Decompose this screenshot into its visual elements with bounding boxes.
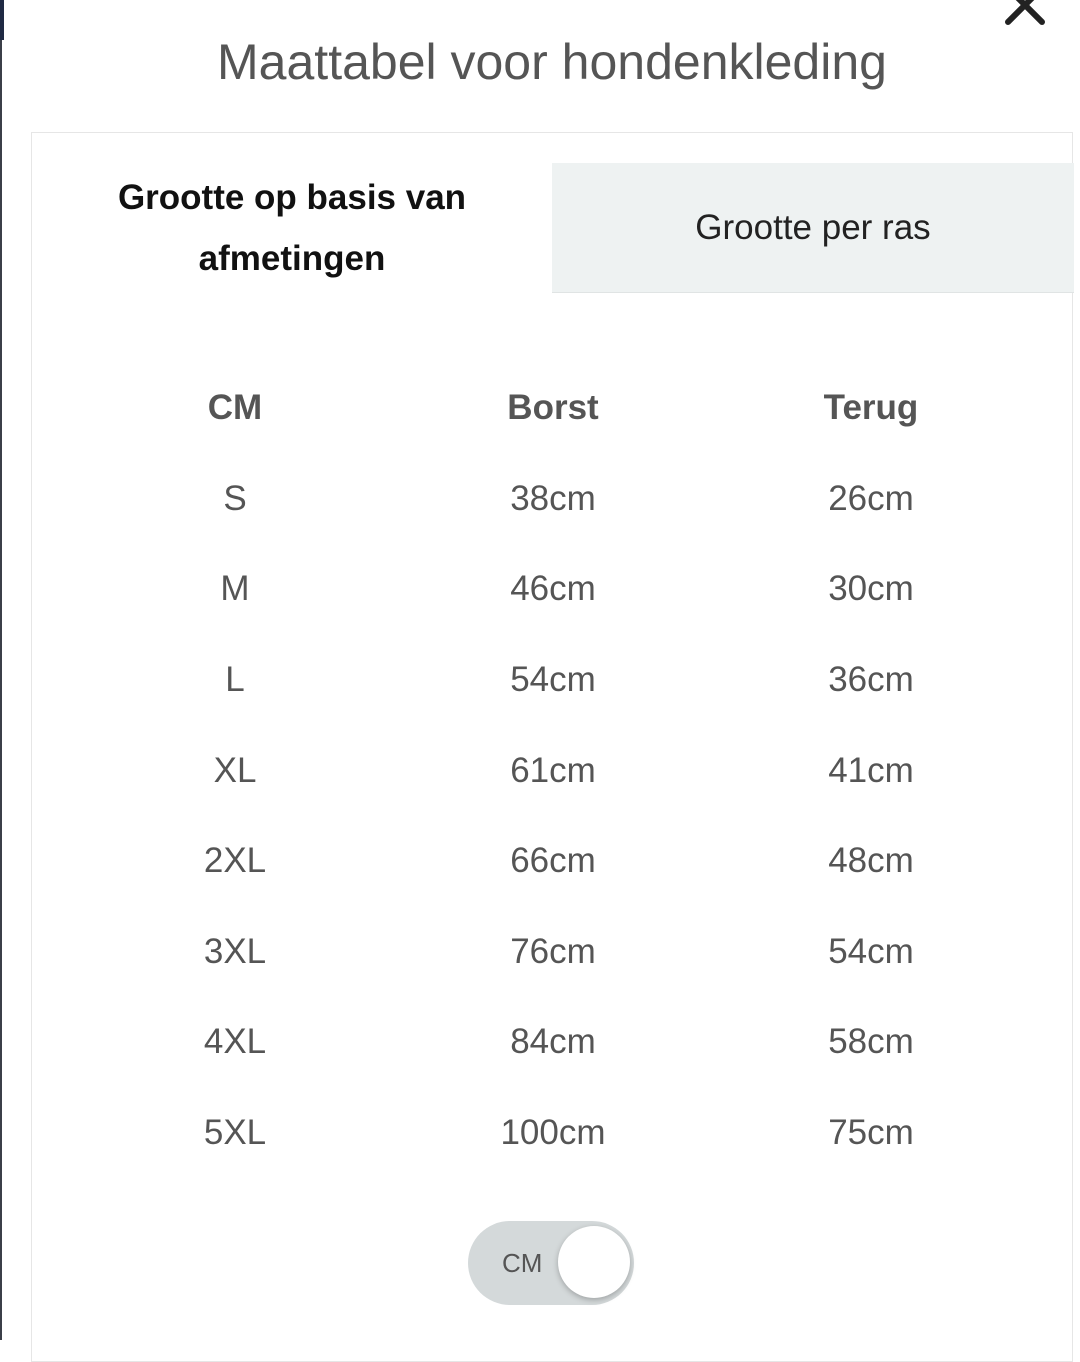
- tab-size-by-breed[interactable]: [552, 163, 1074, 293]
- size-cell: S: [223, 478, 247, 518]
- terug-cell: 36cm: [828, 660, 914, 700]
- borst-cell: 61cm: [510, 750, 596, 790]
- borst-cell: 46cm: [510, 569, 596, 609]
- unit-toggle[interactable]: [468, 1221, 634, 1305]
- left-edge-divider: [0, 0, 2, 1340]
- terug-cell: 26cm: [828, 478, 914, 518]
- table-row: [76, 635, 1030, 726]
- borst-cell: 76cm: [510, 931, 596, 971]
- tab-label: Grootte op basis van afmetingen: [117, 178, 467, 278]
- borst-cell: 84cm: [510, 1022, 596, 1062]
- terug-cell: 58cm: [828, 1022, 914, 1062]
- borst-cell: 100cm: [500, 1113, 606, 1153]
- table-row: [76, 725, 1030, 816]
- table-row: [76, 907, 1030, 998]
- table-row: [76, 544, 1030, 635]
- size-cell: L: [225, 660, 245, 700]
- tab-size-by-measurements[interactable]: [32, 163, 552, 293]
- terug-cell: 75cm: [828, 1113, 914, 1153]
- borst-cell: 38cm: [510, 478, 596, 518]
- close-icon: [1000, 0, 1050, 26]
- size-cell: 5XL: [203, 1113, 267, 1153]
- table-row: [76, 816, 1030, 907]
- borst-cell: 54cm: [510, 660, 596, 700]
- toggle-knob[interactable]: [558, 1226, 630, 1298]
- tab-label: Grootte per ras: [695, 207, 931, 247]
- column-header-borst: Borst: [507, 388, 599, 428]
- close-button[interactable]: [1000, 0, 1050, 26]
- size-cell: M: [220, 569, 250, 609]
- table-row: [76, 997, 1030, 1088]
- table-header-row: [76, 363, 1030, 454]
- terug-cell: 30cm: [828, 569, 914, 609]
- terug-cell: 54cm: [828, 931, 914, 971]
- size-cell: 4XL: [203, 1022, 267, 1062]
- page-title: Maattabel voor hondenkleding: [217, 34, 887, 90]
- unit-toggle-label: CM: [502, 1248, 543, 1278]
- table-row: [76, 1088, 1030, 1179]
- size-cell: 2XL: [203, 841, 267, 881]
- column-header-terug: Terug: [823, 388, 919, 428]
- terug-cell: 48cm: [828, 841, 914, 881]
- terug-cell: 41cm: [828, 750, 914, 790]
- size-cell: XL: [213, 750, 257, 790]
- borst-cell: 66cm: [510, 841, 596, 881]
- size-chart-panel: [31, 132, 1073, 1362]
- column-header-cm: CM: [207, 388, 263, 428]
- size-cell: 3XL: [203, 931, 267, 971]
- table-row: [76, 454, 1030, 545]
- size-table: [76, 363, 1030, 1178]
